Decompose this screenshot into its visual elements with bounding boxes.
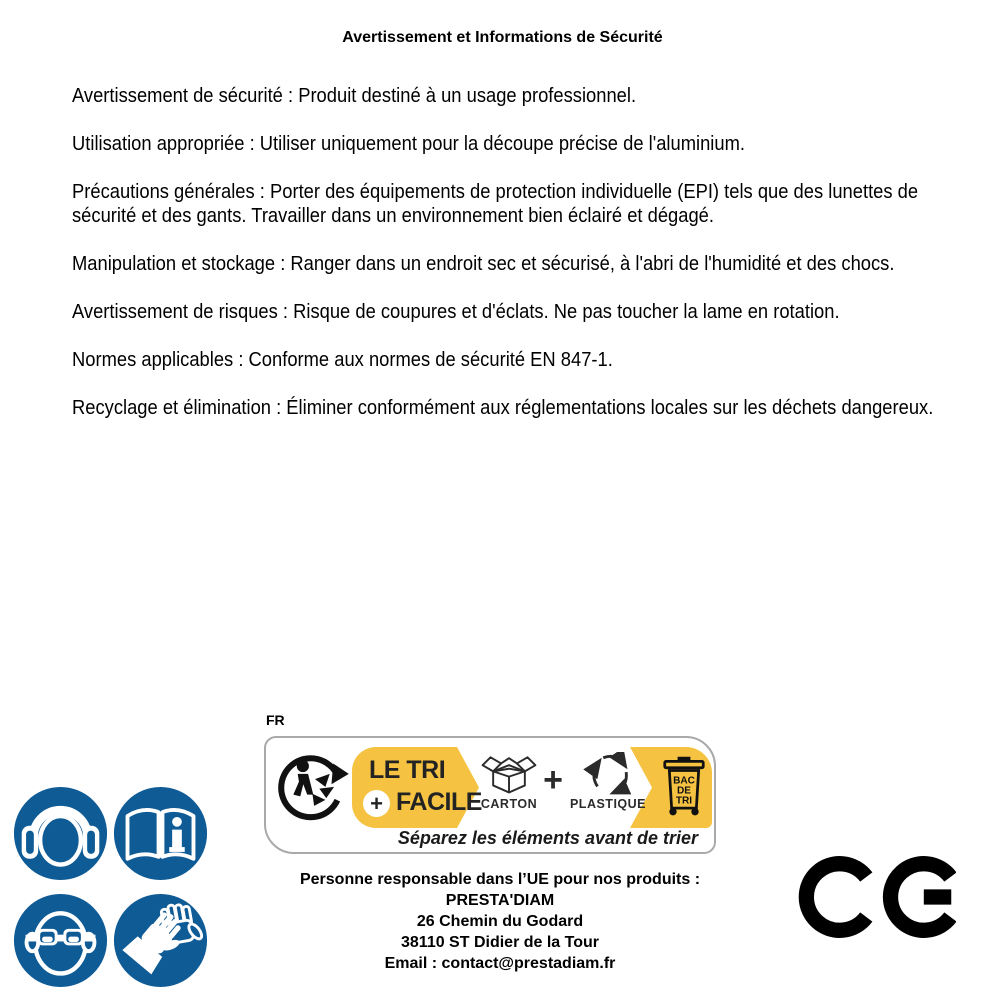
plus-circle: + (363, 790, 390, 817)
material-plastique (564, 747, 652, 828)
wear-ear-protection-icon (12, 785, 109, 882)
page-title: Avertissement et Informations de Sécurité (342, 29, 663, 46)
svg-text:DE: DE (676, 785, 692, 797)
paragraph-appropriate-use: Utilisation appropriée : Utiliser uniquement pour la découpe précise de l'aluminium. (72, 133, 745, 155)
yellow-band (352, 747, 712, 828)
material-label: CARTON (480, 797, 538, 811)
material-label: PLASTIQUE (569, 797, 647, 811)
address-city: 38110 ST Didier de la Tour (401, 933, 599, 951)
wear-protective-gloves-icon (112, 892, 209, 989)
paragraph-recycling-disposal: Recyclage et élimination : Éliminer conformément aux réglementations locales sur les déchets dangereux. (72, 397, 934, 419)
headline-facile: FACILE (396, 788, 482, 816)
material-carton (468, 747, 550, 828)
contact-email: Email : contact@prestadiam.fr (384, 954, 616, 972)
sorting-bin-icon (662, 755, 706, 819)
svg-text:BAC: BAC (673, 775, 695, 787)
sorting-instruction: Séparez les éléments avant de trier (397, 828, 698, 848)
company-name: PRESTA'DIAM (445, 891, 555, 909)
responsible-intro: Personne responsable dans l’UE pour nos produits : (299, 871, 701, 888)
country-code-label: FR (266, 712, 285, 728)
safety-paragraphs (72, 84, 944, 444)
read-instruction-manual-icon (112, 785, 209, 882)
svg-text:TRI: TRI (675, 795, 693, 807)
carton-box-icon (480, 752, 538, 796)
address-street: 26 Chemin du Godard (416, 912, 584, 930)
plastic-recycling-icon (582, 752, 634, 796)
info-tri-label (264, 736, 716, 854)
wear-eye-protection-icon (12, 892, 109, 989)
paragraph-safety-warning: Avertissement de sécurité : Produit destiné à un usage professionnel. (72, 85, 637, 107)
ce-marking-icon (798, 852, 956, 947)
paragraph-risk-warning: Avertissement de risques : Risque de coupures et d'éclats. Ne pas toucher la lame en rotation. (72, 301, 840, 323)
paragraph-handling-storage: Manipulation et stockage : Ranger dans un endroit sec et sécurisé, à l'abri de l'humidité et des chocs. (72, 253, 895, 275)
materials-plus-sign: + (543, 761, 563, 799)
triman-icon (276, 744, 354, 828)
paragraph-general-precautions: Précautions générales : Porter des équipements de protection individuelle (EPI) tels que des lunettes de sécurité et des gants. Travailler dans un environnement bien éclairé et dégagé. (72, 181, 919, 227)
paragraph-applicable-standards: Normes applicables : Conforme aux normes de sécurité EN 847-1. (72, 349, 613, 371)
headline-le-tri: LE TRI (369, 756, 446, 784)
responsible-person-block (253, 870, 747, 975)
